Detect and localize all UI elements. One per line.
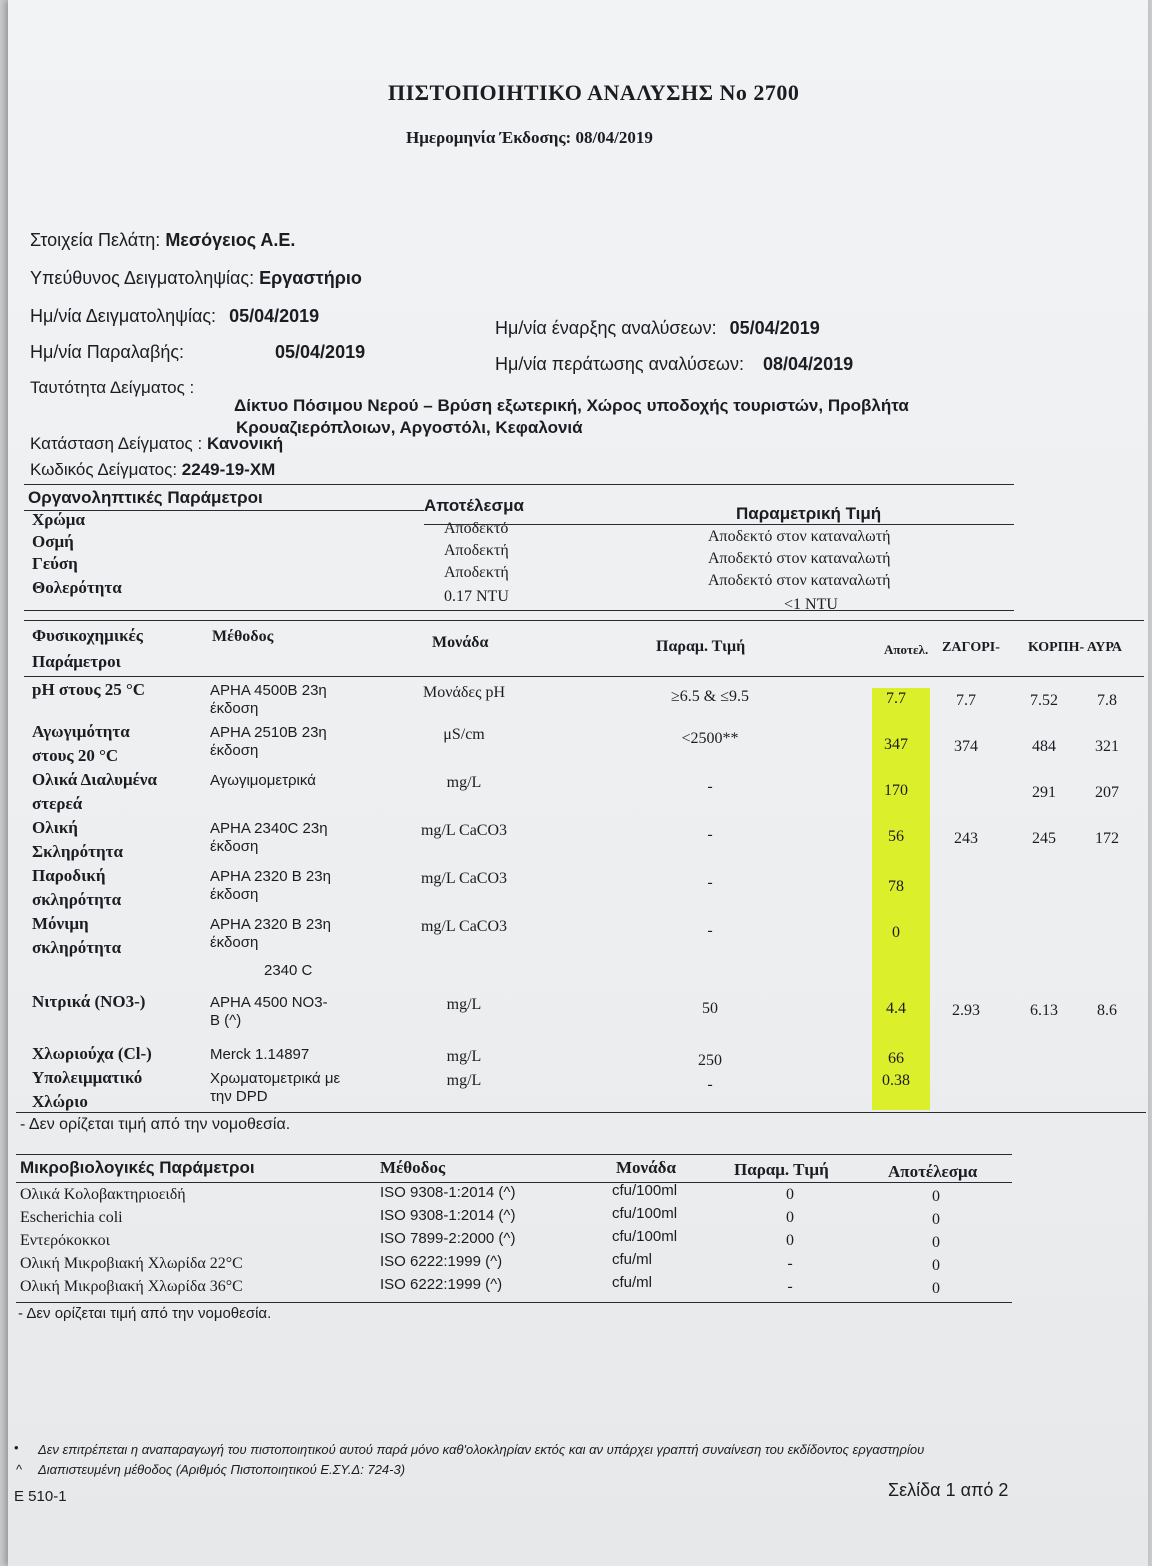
phys-param: Ολικά Διαλυμένα bbox=[32, 770, 157, 789]
phys-param: pH στους 25 °C bbox=[32, 680, 146, 699]
issue-date-label: Ημερομηνία Έκδοσης: bbox=[406, 128, 572, 147]
phys-param: Νιτρικά (NO3-) bbox=[32, 992, 146, 1011]
phys-method-cont: έκδοση bbox=[210, 934, 259, 951]
phys-unit: mg/L CaCO3 bbox=[420, 870, 508, 887]
phys-method: Merck 1.14897 bbox=[210, 1046, 310, 1063]
divider bbox=[24, 610, 1014, 611]
client-value: Μεσόγειος Α.Ε. bbox=[165, 230, 296, 250]
phys-zagori: 7.7 bbox=[956, 692, 976, 709]
micro-limit: 0 bbox=[786, 1186, 794, 1203]
divider bbox=[24, 620, 1144, 621]
micro-header-limit: Παραμ. Τιμή bbox=[734, 1160, 829, 1179]
phys-limit: <2500** bbox=[681, 730, 739, 747]
micro-unit: cfu/100ml bbox=[612, 1228, 678, 1245]
phys-unit: mg/L bbox=[446, 774, 482, 791]
phys-method: APHA 2320 B 23η bbox=[210, 916, 331, 933]
micro-limit: 0 bbox=[786, 1232, 794, 1249]
phys-unit: Μονάδες pH bbox=[423, 684, 505, 701]
sample-id-line1: Δίκτυο Πόσιμου Νερού – Βρύση εξωτερική, Χώρος υποδοχής τουριστών, Προβλήτα bbox=[234, 396, 909, 415]
organoleptic-header-param: Οργανοληπτικές Παράμετροι bbox=[28, 488, 263, 507]
phys-header-result: Αποτελ. bbox=[884, 642, 929, 657]
phys-param: Χλωριούχα (Cl-) bbox=[32, 1044, 152, 1063]
phys-result: 0.38 bbox=[882, 1072, 910, 1089]
organoleptic-header-limit: Παραμετρική Τιμή bbox=[736, 504, 882, 523]
phys-method-cont: 2340 C bbox=[264, 962, 313, 979]
phys-result: 0 bbox=[892, 924, 900, 941]
sample-id-line2: Κρουαζιερόπλοιων, Αργοστόλι, Κεφαλονιά bbox=[236, 418, 583, 437]
phys-header-col-b: ΚΟΡΠΗ- ΑΥΡΑ bbox=[1028, 640, 1122, 655]
phys-method: Αγωγιμομετρικά bbox=[210, 772, 316, 789]
certificate-page bbox=[8, 0, 1148, 1566]
phys-param: Παροδική bbox=[32, 866, 106, 885]
micro-method: ISO 6222:1999 (^) bbox=[380, 1276, 503, 1293]
receipt-date-value: 05/04/2019 bbox=[275, 342, 366, 362]
micro-result: 0 bbox=[932, 1234, 940, 1251]
sample-state-row bbox=[30, 434, 283, 454]
micro-param: Ολική Μικροβιακή Χλωρίδα 22°C bbox=[20, 1255, 243, 1272]
divider bbox=[24, 676, 1144, 677]
sample-state-label: Κατάσταση Δείγματος : bbox=[30, 434, 203, 453]
phys-limit: - bbox=[707, 874, 713, 891]
sampler-label: Υπεύθυνος Δειγματοληψίας: bbox=[30, 268, 255, 288]
phys-param: Μόνιμη bbox=[32, 914, 89, 933]
phys-method: APHA 2320 B 23η bbox=[210, 868, 331, 885]
organoleptic-limit: <1 NTU bbox=[784, 596, 838, 613]
phys-korpi: 7.52 bbox=[1030, 692, 1058, 709]
phys-unit: mg/L CaCO3 bbox=[420, 822, 508, 839]
phys-avra: 207 bbox=[1095, 784, 1119, 801]
phys-param-cont: σκληρότητα bbox=[32, 890, 122, 909]
issue-date bbox=[406, 128, 653, 148]
sampling-date-label: Ημ/νία Δειγματοληψίας: bbox=[30, 306, 217, 326]
micro-unit: cfu/ml bbox=[612, 1251, 653, 1268]
micro-header-unit: Μονάδα bbox=[616, 1158, 676, 1177]
phys-method: APHA 2510B 23η bbox=[210, 724, 327, 741]
sampler-value: Εργαστήριο bbox=[259, 268, 362, 288]
phys-unit: mg/L CaCO3 bbox=[420, 918, 508, 935]
phys-header-unit: Μονάδα bbox=[432, 634, 489, 651]
sample-code-label: Κωδικός Δείγματος: bbox=[30, 460, 178, 479]
footnote-1-mark: • bbox=[14, 1440, 19, 1455]
analysis-end-value: 08/04/2019 bbox=[763, 354, 854, 374]
micro-method: ISO 9308-1:2014 (^) bbox=[380, 1207, 516, 1224]
sample-state-value: Κανονική bbox=[206, 434, 284, 453]
phys-zagori: 243 bbox=[954, 830, 978, 847]
organoleptic-limit: Αποδεκτό στον καταναλωτή bbox=[708, 528, 891, 545]
phys-unit: mg/L bbox=[446, 996, 482, 1013]
phys-param-cont: Σκληρότητα bbox=[32, 842, 123, 861]
page-number: Σελίδα 1 από 2 bbox=[888, 1480, 1009, 1500]
phys-method-cont: έκδοση bbox=[210, 700, 259, 717]
phys-avra: 8.6 bbox=[1097, 1002, 1117, 1019]
organoleptic-result: Αποδεκτή bbox=[444, 564, 509, 581]
phys-result: 7.7 bbox=[886, 690, 906, 707]
phys-param-cont: στερεά bbox=[32, 794, 83, 813]
micro-note: - Δεν ορίζεται τιμή από την νομοθεσία. bbox=[18, 1305, 272, 1322]
phys-header-limit: Παραμ. Τιμή bbox=[656, 638, 746, 655]
phys-limit: - bbox=[707, 922, 713, 939]
phys-unit: mg/L bbox=[446, 1072, 482, 1089]
phys-limit: 50 bbox=[702, 1000, 718, 1017]
phys-zagori: 2.93 bbox=[952, 1002, 980, 1019]
phys-header-method: Μέθοδος bbox=[212, 628, 274, 645]
phys-limit: - bbox=[707, 778, 713, 795]
micro-method: ISO 7899-2:2000 (^) bbox=[380, 1230, 516, 1247]
footnote-1: Δεν επιτρέπεται η αναπαραγωγή του πιστοποιητικού αυτού παρά μόνο καθ'ολοκληρίαν εκτός και αν υπάρχει γραπτή συναίνεση του εκδίδοντος εργαστηρίου bbox=[38, 1442, 925, 1457]
micro-method: ISO 6222:1999 (^) bbox=[380, 1253, 503, 1270]
micro-param: Escherichia coli bbox=[20, 1209, 123, 1226]
phys-result: 66 bbox=[888, 1050, 904, 1067]
phys-avra: 321 bbox=[1095, 738, 1119, 755]
phys-param-cont: σκληρότητα bbox=[32, 938, 122, 957]
organoleptic-limit: Αποδεκτό στον καταναλωτή bbox=[708, 572, 891, 589]
analysis-end-label: Ημ/νία περάτωσης αναλύσεων: bbox=[495, 354, 744, 374]
sample-id-label: Ταυτότητα Δείγματος : bbox=[30, 378, 195, 397]
phys-limit: ≥6.5 & ≤9.5 bbox=[670, 688, 749, 705]
phys-param: Αγωγιμότητα bbox=[32, 722, 130, 741]
phys-method: APHA 2340C 23η bbox=[210, 820, 328, 837]
sampling-date-row bbox=[30, 306, 319, 327]
issue-date-value: 08/04/2019 bbox=[575, 128, 653, 147]
analysis-end-row bbox=[495, 354, 853, 375]
analysis-start-row bbox=[495, 318, 820, 339]
phys-header-param1: Φυσικοχημικές bbox=[32, 626, 143, 645]
organoleptic-result: 0.17 NTU bbox=[444, 588, 509, 605]
micro-limit: 0 bbox=[786, 1209, 794, 1226]
phys-limit: - bbox=[707, 1076, 713, 1093]
micro-param: Ολική Μικροβιακή Χλωρίδα 36°C bbox=[20, 1278, 243, 1295]
phys-avra: 7.8 bbox=[1097, 692, 1117, 709]
footnote-2-mark: ^ bbox=[16, 1462, 23, 1477]
phys-header-param2: Παράμετροι bbox=[32, 652, 121, 671]
micro-limit: - bbox=[787, 1278, 793, 1295]
divider bbox=[424, 524, 1014, 525]
phys-limit: 250 bbox=[698, 1052, 722, 1069]
micro-unit: cfu/ml bbox=[612, 1274, 653, 1291]
receipt-date-label: Ημ/νία Παραλαβής: bbox=[30, 342, 185, 362]
organoleptic-param: Οσμή bbox=[32, 532, 74, 551]
divider bbox=[24, 484, 1014, 485]
micro-result: 0 bbox=[932, 1211, 940, 1228]
sampler-row bbox=[30, 268, 362, 289]
phys-korpi: 245 bbox=[1032, 830, 1056, 847]
analysis-start-label: Ημ/νία έναρξης αναλύσεων: bbox=[495, 318, 717, 338]
phys-method-cont: έκδοση bbox=[210, 742, 259, 759]
phys-zagori: 374 bbox=[954, 738, 978, 755]
phys-korpi: 291 bbox=[1032, 784, 1056, 801]
phys-avra: 172 bbox=[1095, 830, 1119, 847]
receipt-date-row bbox=[30, 342, 365, 363]
client-label: Στοιχεία Πελάτη: bbox=[30, 230, 161, 250]
phys-result: 56 bbox=[888, 828, 904, 845]
organoleptic-limit: Αποδεκτό στον καταναλωτή bbox=[708, 550, 891, 567]
micro-result: 0 bbox=[932, 1188, 940, 1205]
phys-header-col-a: ΖΑΓΟΡΙ- bbox=[942, 640, 1000, 655]
organoleptic-param: Θολερότητα bbox=[32, 578, 122, 597]
phys-method: Χρωματομετρικά με bbox=[210, 1070, 341, 1087]
phys-param-cont: στους 20 °C bbox=[32, 746, 119, 765]
phys-method-cont: έκδοση bbox=[210, 886, 259, 903]
phys-unit: μS/cm bbox=[443, 726, 485, 743]
micro-param: Εντερόκοκκοι bbox=[20, 1232, 110, 1249]
micro-limit: - bbox=[787, 1255, 793, 1272]
organoleptic-result: Αποδεκτή bbox=[444, 542, 509, 559]
micro-result: 0 bbox=[932, 1257, 940, 1274]
phys-result: 170 bbox=[884, 782, 908, 799]
phys-param-cont: Χλώριο bbox=[32, 1092, 88, 1111]
divider bbox=[16, 1154, 1012, 1155]
footnote-2: Διαπιστευμένη μέθοδος (Αριθμός Πιστοποιητικού Ε.ΣΥ.Δ: 724-3) bbox=[38, 1462, 406, 1477]
phys-param: Ολική bbox=[32, 818, 78, 837]
micro-header-method: Μέθοδος bbox=[380, 1158, 446, 1177]
analysis-start-value: 05/04/2019 bbox=[729, 318, 820, 338]
phys-unit: mg/L bbox=[446, 1048, 482, 1065]
phys-result: 347 bbox=[884, 736, 908, 753]
organoleptic-result: Αποδεκτό bbox=[444, 520, 509, 537]
phys-korpi: 484 bbox=[1032, 738, 1056, 755]
phys-method: APHA 4500B 23η bbox=[210, 682, 327, 699]
sample-code-row bbox=[30, 460, 275, 480]
phys-method-cont: την DPD bbox=[210, 1088, 268, 1105]
divider bbox=[16, 1112, 1146, 1113]
divider bbox=[16, 1302, 1012, 1303]
phys-result: 78 bbox=[888, 878, 904, 895]
micro-unit: cfu/100ml bbox=[612, 1182, 678, 1199]
micro-result: 0 bbox=[932, 1280, 940, 1297]
divider bbox=[16, 1182, 1012, 1183]
organoleptic-header-result: Αποτέλεσμα bbox=[424, 496, 524, 515]
form-code: E 510-1 bbox=[14, 1488, 67, 1505]
phys-method: APHA 4500 NO3- bbox=[210, 994, 328, 1011]
micro-method: ISO 9308-1:2014 (^) bbox=[380, 1184, 516, 1201]
phys-limit: - bbox=[707, 826, 713, 843]
micro-unit: cfu/100ml bbox=[612, 1205, 678, 1222]
micro-header-param: Μικροβιολογικές Παράμετροι bbox=[20, 1158, 255, 1177]
sample-code-value: 2249-19-XM bbox=[181, 460, 276, 479]
sampling-date-value: 05/04/2019 bbox=[229, 306, 320, 326]
phys-result: 4.4 bbox=[886, 1000, 906, 1017]
micro-header-result: Αποτέλεσμα bbox=[888, 1162, 978, 1181]
phys-note: - Δεν ορίζεται τιμή από την νομοθεσία. bbox=[20, 1116, 291, 1133]
page-title: ΠΙΣΤΟΠΟΙΗΤΙΚΟ ΑΝΑΛΥΣΗΣ Νο 2700 bbox=[388, 80, 800, 105]
organoleptic-param: Γεύση bbox=[32, 554, 78, 573]
client-row bbox=[30, 230, 295, 251]
micro-param: Ολικά Κολοβακτηριοειδή bbox=[20, 1186, 186, 1203]
phys-param: Υπολειμματικό bbox=[32, 1068, 143, 1087]
phys-korpi: 6.13 bbox=[1030, 1002, 1058, 1019]
phys-method-cont: B (^) bbox=[210, 1012, 242, 1029]
phys-method-cont: έκδοση bbox=[210, 838, 259, 855]
organoleptic-param: Χρώμα bbox=[32, 510, 85, 529]
